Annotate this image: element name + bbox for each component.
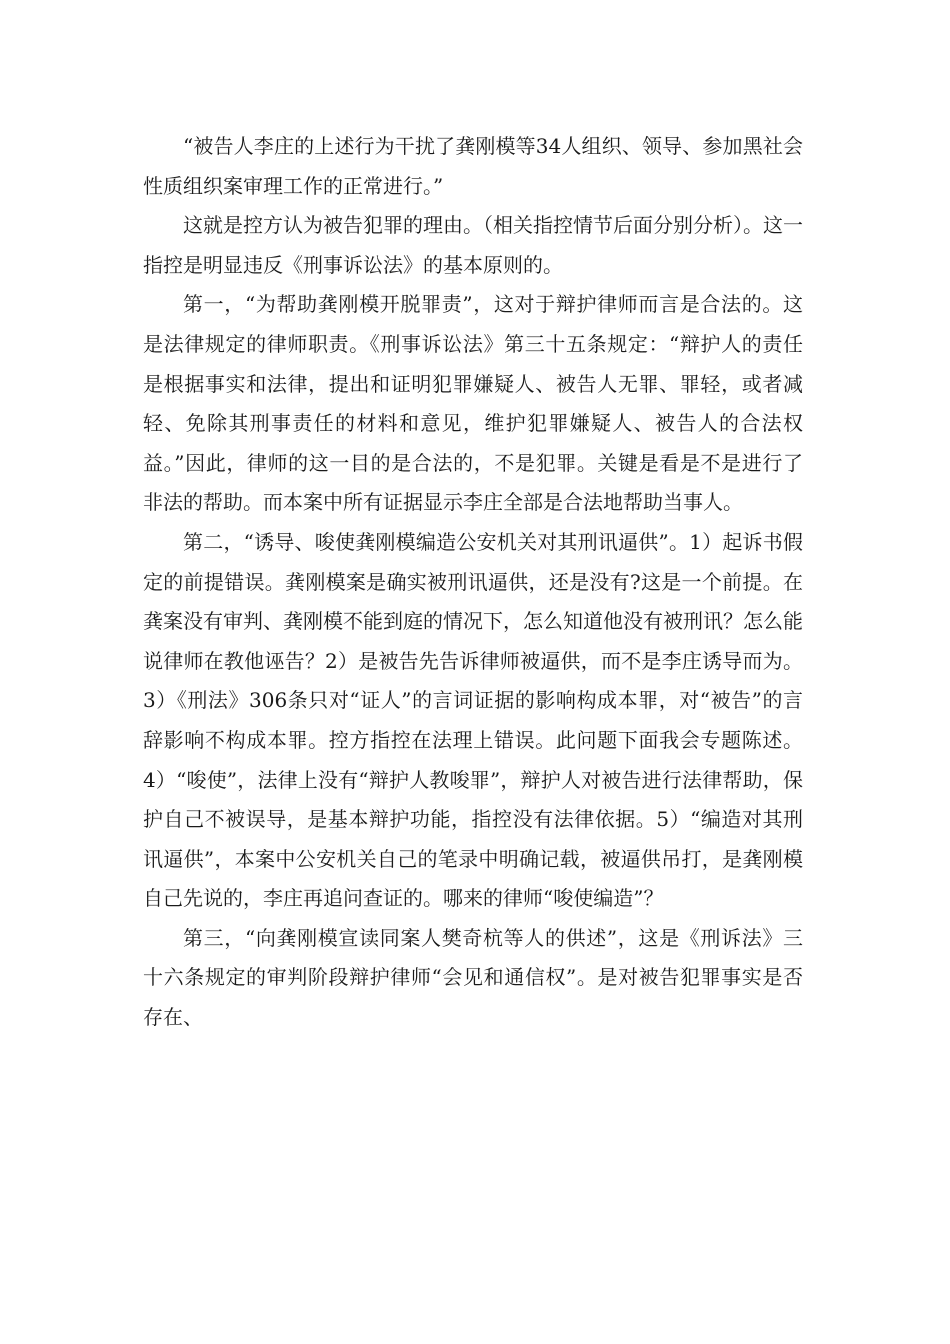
paragraph-first-point: 第一，“为帮助龚刚模开脱罪责”，这对于辩护律师而言是合法的。这是法律规定的律师职责。《刑事诉讼法》第三十五条规定：“辩护人的责任是根据事实和法律，提出和证明犯罪嫌疑人、被告人无罪、罪轻，或者减轻、免除其刑事责任的材料和意见，维护犯罪嫌疑人、被告人的合法权益。”因此，律师的这一目的是合法的，不是犯罪。关键是看是不是进行了非法的帮助。而本案中所有证据显示李庄全部是合法地帮助当事人。 xyxy=(143,292,803,515)
document-body xyxy=(143,127,803,1038)
paragraph-third-point: 第三，“向龚刚模宣读同案人樊奇杭等人的供述”，这是《刑诉法》三十六条规定的审判阶段辩护律师“会见和通信权”。是对被告犯罪事实是否存在、 xyxy=(143,925,803,1030)
paragraph-prosecution-reason: 这就是控方认为被告犯罪的理由。（相关指控情节后面分别分析）。这一指控是明显违反《刑事诉讼法》的基本原则的。 xyxy=(143,213,803,277)
paragraph-second-point: 第二，“诱导、唆使龚刚模编造公安机关对其刑讯逼供”。1）起诉书假定的前提错误。龚刚模案是确实被刑讯逼供，还是没有?这是一个前提。在龚案没有审判、龚刚模不能到庭的情况下，怎么知道他没有被刑讯？怎么能说律师在教他诬告？2）是被告先告诉律师被逼供，而不是李庄诱导而为。3）《刑法》306条只对“证人”的言词证据的影响构成本罪，对“被告”的言辞影响不构成本罪。控方指控在法理上错误。此问题下面我会专题陈述。4）“唆使”，法律上没有“辩护人教唆罪”，辩护人对被告进行法律帮助，保护自己不被误导，是基本辩护功能，指控没有法律依据。5）“编造对其刑讯逼供”，本案中公安机关自己的笔录中明确记载，被逼供吊打，是龚刚模自己先说的，李庄再追问查证的。哪来的律师“唆使编造”？ xyxy=(143,529,803,911)
paragraph-quote: “被告人李庄的上述行为干扰了龚刚模等34人组织、领导、参加黑社会性质组织案审理工作的正常进行。” xyxy=(143,134,803,198)
